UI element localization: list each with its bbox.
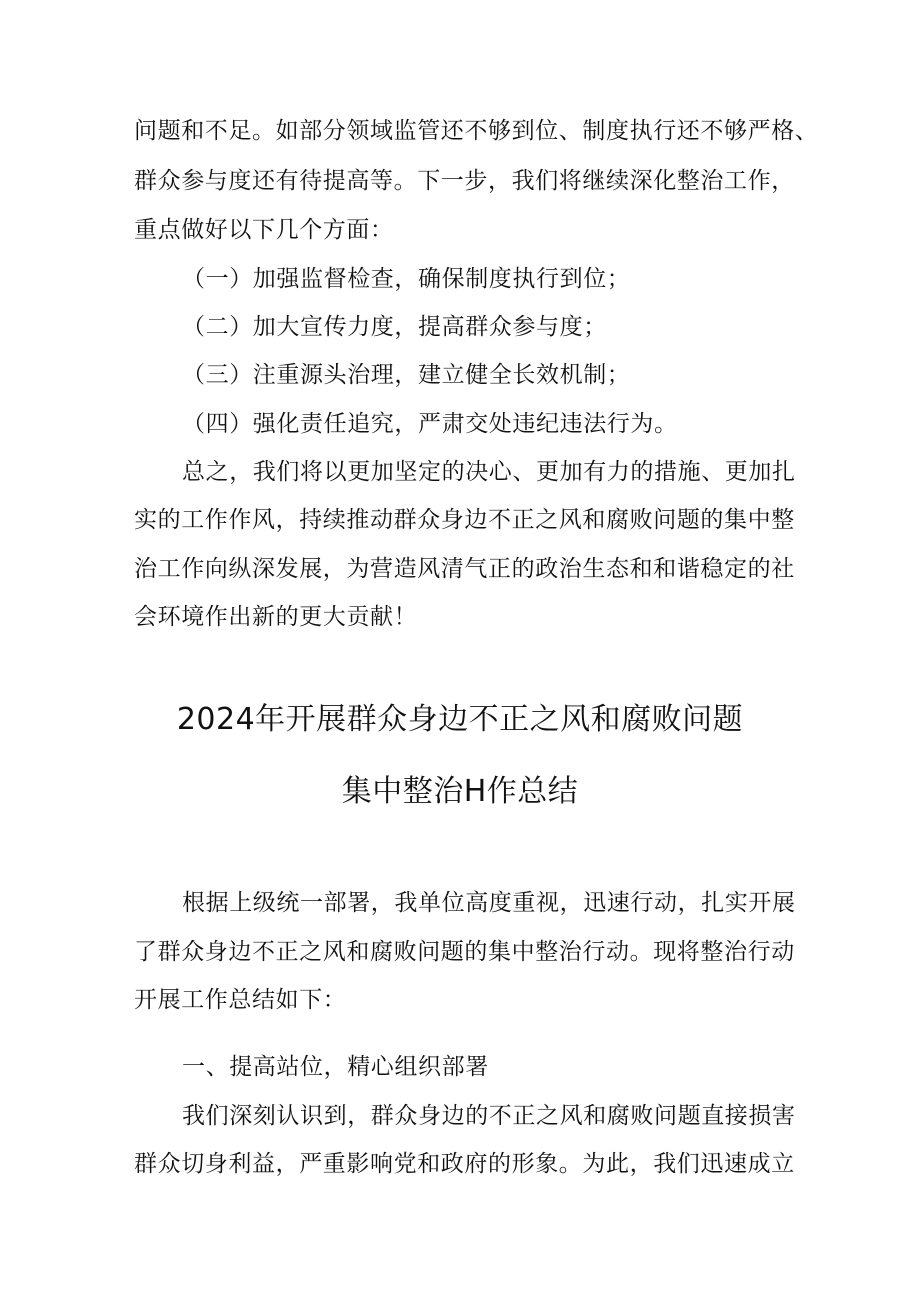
paragraph-line: 群众参与度还有待提高等。下一步，我们将继续深化整治工作，	[134, 168, 795, 194]
measure-item: （三）注重源头治理，建立健全长效机制；	[182, 362, 631, 388]
paragraph-line: 我们深刻认识到，群众身边的不正之风和腐败问题直接损害	[182, 1103, 796, 1129]
document-title-line1: 2024年开展群众身边不正之风和腐败问题	[176, 702, 744, 737]
paragraph-line: 根据上级统一部署，我单位高度重视，迅速行动，扎实开展	[182, 890, 796, 916]
section-heading: 一、提高站位，精心组织部署	[182, 1054, 489, 1080]
paragraph-line: 开展工作总结如下：	[134, 987, 347, 1013]
paragraph-line: 治工作向纵深发展，为营造风清气正的政治生态和和谐稳定的社	[134, 556, 795, 582]
paragraph-line: 重点做好以下几个方面：	[134, 217, 394, 243]
measure-item: （一）加强监督检查，确保制度执行到位；	[182, 266, 631, 292]
paragraph-line: 总之，我们将以更加坚定的决心、更加有力的措施、更加扎	[182, 459, 796, 485]
measure-item: （二）加大宣传力度，提高群众参与度；	[182, 314, 607, 340]
paragraph-line: 实的工作作风，持续推动群众身边不正之风和腐败问题的集中整	[134, 507, 795, 533]
document-title-line2: 集中整治H作总结	[341, 774, 579, 809]
paragraph-line: 会环境作出新的更大贡献！	[134, 604, 418, 630]
measure-item: （四）强化责任追究，严肃交处违纪违法行为。	[182, 411, 678, 437]
paragraph-line: 了群众身边不正之风和腐败问题的集中整治行动。现将整治行动	[134, 939, 795, 965]
paragraph-line: 群众切身利益，严重影响党和政府的形象。为此，我们迅速成立	[134, 1151, 795, 1177]
paragraph-line: 问题和不足。如部分领域监管还不够到位、制度执行还不够严格、	[134, 118, 819, 144]
